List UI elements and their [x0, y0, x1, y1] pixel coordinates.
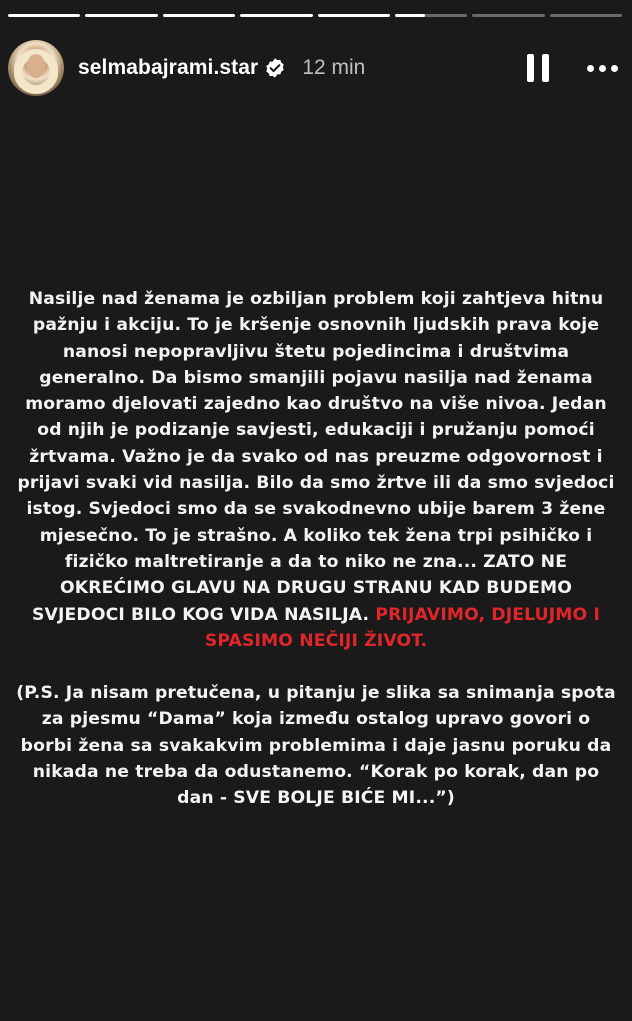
story-header [8, 40, 618, 96]
pause-icon [527, 54, 534, 82]
more-options-icon [587, 65, 594, 72]
avatar[interactable] [8, 40, 64, 96]
progress-segment [8, 14, 80, 17]
avatar-face [27, 54, 45, 78]
progress-segment [85, 14, 157, 17]
more-options-icon-dot [611, 65, 618, 72]
story-highlight-text: PRIJAVIMO, DJELUJMO I SPASIMO NEČIJI ŽIVOT. [204, 604, 600, 651]
more-options-button[interactable] [587, 54, 618, 82]
story-postscript: (P.S. Ja nisam pretučena, u pitanju je slika sa snimanja spota za pjesmu “Dama” koja između ostalog upravo govori o borbi žena sa svakakvim problemima i daje jasnu poruku da nikada ne treba da odustanemo. “Korak po korak, dan po dan - SVE BOLJE BIĆE MI...”) [16, 683, 616, 809]
username[interactable]: selmabajrami.star [78, 56, 259, 79]
story-timestamp: 12 min [302, 56, 366, 79]
pause-button[interactable] [527, 54, 549, 82]
verified-badge-icon [264, 57, 286, 79]
pause-icon-bar [542, 54, 549, 82]
story-progress-bar [8, 14, 622, 18]
progress-segment [395, 14, 467, 17]
progress-segment [163, 14, 235, 17]
progress-segment [472, 14, 544, 17]
story-paragraph [14, 286, 618, 654]
progress-segment [318, 14, 390, 17]
progress-segment [550, 14, 622, 17]
progress-segment [240, 14, 312, 17]
story-text [14, 286, 618, 812]
story-paragraph-text: Nasilje nad ženama je ozbiljan problem koji zahtjeva hitnu pažnju i akciju. To je kršenje osnovnih ljudskih prava koje nanosi nepopravljivu štetu pojedincima i društvima generalno. Da bismo smanjili pojavu nasilja nad ženama moramo djelovati zajedno kao društvo na više nivoa. Jedan od njih je podizanje savjesti, edukaciji i pružanju pomoći žrtvama. Važno je da svako od nas preuzme odgovornost i prijavi svaki vid nasilja. Bilo da smo žrtve ili da smo svjedoci istog. Svjedoci smo da se svakodnevno ubije barem 3 žene mjesečno. To je strašno. A koliko tek žena trpi psihičko i fizičko maltretiranje a da to niko ne zna... ZATO NE OKREĆIMO GLAVU NA DRUGU STRANU KAD BUDEMO SVJEDOCI BILO KOG VIDA NASILJA. [17, 289, 615, 625]
more-options-icon-dot [599, 65, 606, 72]
